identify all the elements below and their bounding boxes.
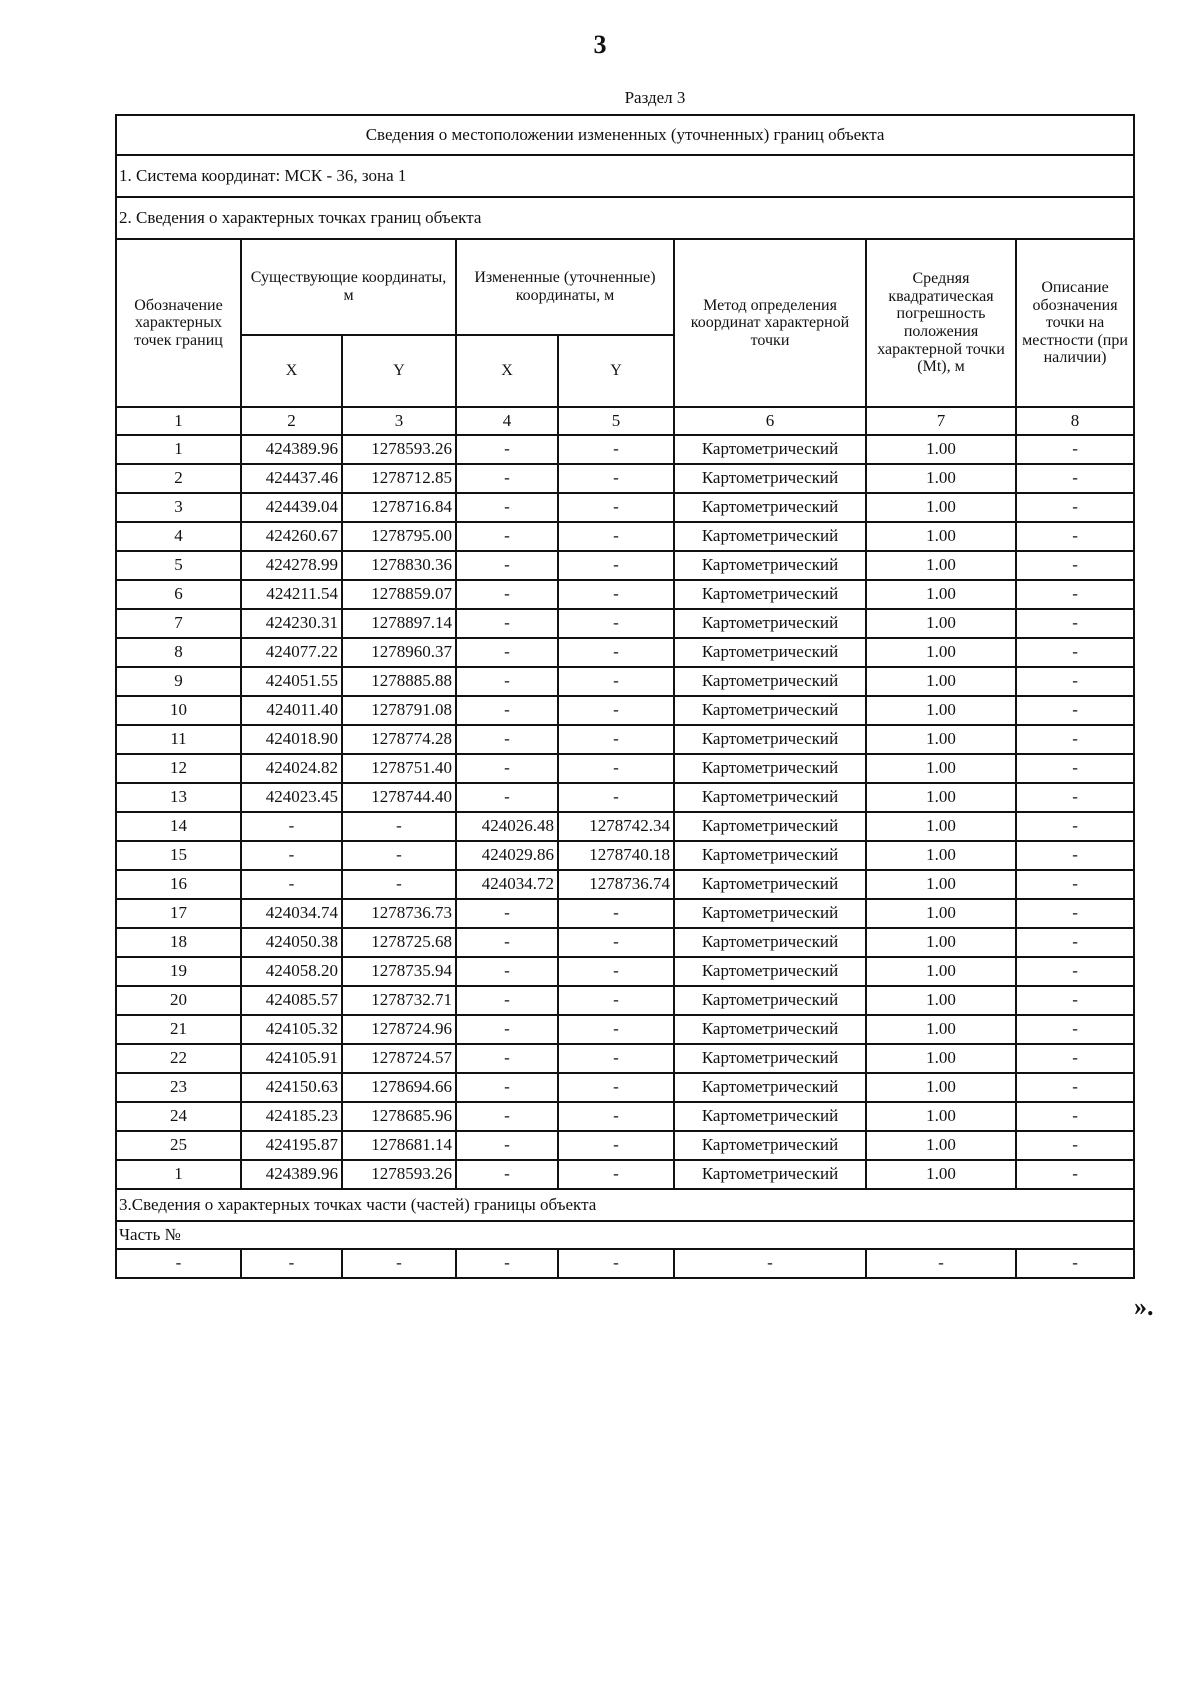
header-existing-coordinates: Существующие координаты, м — [241, 239, 456, 335]
table-cell: Картометрический — [674, 493, 866, 522]
table-row — [116, 464, 1134, 493]
table-cell: Картометрический — [674, 464, 866, 493]
table-row — [116, 1131, 1134, 1160]
table-cell: 20 — [116, 986, 241, 1015]
table-cell: Картометрический — [674, 841, 866, 870]
table-row — [116, 870, 1134, 899]
table-cell: 1278960.37 — [342, 638, 456, 667]
table-row — [116, 580, 1134, 609]
table-cell: 1.00 — [866, 493, 1016, 522]
table-cell: 1.00 — [866, 812, 1016, 841]
table-cell: 424439.04 — [241, 493, 342, 522]
table-row — [116, 812, 1134, 841]
table-cell: - — [241, 1249, 342, 1278]
table-cell: - — [1016, 609, 1134, 638]
table-cell: Картометрический — [674, 725, 866, 754]
table-cell: 1.00 — [866, 609, 1016, 638]
table-cell: - — [456, 638, 558, 667]
header-existing-y: Y — [342, 335, 456, 407]
boundary-points-table — [115, 114, 1135, 1279]
table-cell: - — [558, 522, 674, 551]
table-row — [116, 725, 1134, 754]
table-cell: - — [1016, 1249, 1134, 1278]
table-cell: - — [241, 812, 342, 841]
table-cell: Картометрический — [674, 1073, 866, 1102]
table-cell: - — [456, 580, 558, 609]
header-existing-x: X — [241, 335, 342, 407]
table-cell: 1.00 — [866, 696, 1016, 725]
table-cell: 5 — [116, 551, 241, 580]
table-cell: Картометрический — [674, 435, 866, 464]
table-cell: - — [558, 957, 674, 986]
empty-part-row — [116, 1249, 1134, 1278]
table-cell: 1278795.00 — [342, 522, 456, 551]
table-cell: - — [1016, 522, 1134, 551]
table-row — [116, 899, 1134, 928]
table-cell: - — [558, 928, 674, 957]
table-cell: 1278885.88 — [342, 667, 456, 696]
table-cell: 1.00 — [866, 551, 1016, 580]
table-cell: 424260.67 — [241, 522, 342, 551]
table-cell: 1278732.71 — [342, 986, 456, 1015]
table-cell: 1278735.94 — [342, 957, 456, 986]
table-cell: - — [1016, 928, 1134, 957]
table-cell: - — [558, 1160, 674, 1189]
table-cell: - — [456, 551, 558, 580]
table-cell: 11 — [116, 725, 241, 754]
table-cell: 424437.46 — [241, 464, 342, 493]
table-cell: Картометрический — [674, 1131, 866, 1160]
table-cell: Картометрический — [674, 1102, 866, 1131]
table-cell: 1.00 — [866, 928, 1016, 957]
table-cell: 1278593.26 — [342, 1160, 456, 1189]
table-cell: 424024.82 — [241, 754, 342, 783]
table-cell: - — [558, 1044, 674, 1073]
table-cell: 1278830.36 — [342, 551, 456, 580]
table-cell: - — [456, 1131, 558, 1160]
table-cell: - — [558, 1249, 674, 1278]
table-cell: 1.00 — [866, 899, 1016, 928]
table-cell: 424105.91 — [241, 1044, 342, 1073]
table-cell: - — [558, 667, 674, 696]
table-cell: Картометрический — [674, 609, 866, 638]
table-cell: 14 — [116, 812, 241, 841]
table-cell: 1278774.28 — [342, 725, 456, 754]
table-cell: Картометрический — [674, 1160, 866, 1189]
table-cell: Картометрический — [674, 783, 866, 812]
table-cell: - — [456, 1044, 558, 1073]
table-cell: 1.00 — [866, 1015, 1016, 1044]
table-cell: Картометрический — [674, 696, 866, 725]
table-cell: 12 — [116, 754, 241, 783]
table-cell: 1.00 — [866, 870, 1016, 899]
table-cell: 424389.96 — [241, 1160, 342, 1189]
table-cell: - — [1016, 1160, 1134, 1189]
table-cell: - — [1016, 435, 1134, 464]
table-cell: - — [1016, 1131, 1134, 1160]
table-cell: - — [558, 783, 674, 812]
table-cell: - — [456, 1073, 558, 1102]
section-label: Раздел 3 — [624, 88, 686, 107]
table-cell: 22 — [116, 1044, 241, 1073]
table-row — [116, 435, 1134, 464]
table-cell: 424029.86 — [456, 841, 558, 870]
table-cell: Картометрический — [674, 986, 866, 1015]
table-cell: - — [1016, 957, 1134, 986]
closing-mark: ». — [1134, 1292, 1154, 1321]
table-cell: 1.00 — [866, 435, 1016, 464]
table-row — [116, 1015, 1134, 1044]
table-cell: - — [558, 754, 674, 783]
table-row — [116, 551, 1134, 580]
table-cell: 1278791.08 — [342, 696, 456, 725]
table-cell: - — [342, 841, 456, 870]
table-row — [116, 986, 1134, 1015]
table-cell: 1.00 — [866, 725, 1016, 754]
table-cell: - — [558, 696, 674, 725]
table-cell: - — [456, 1249, 558, 1278]
table-cell: Картометрический — [674, 667, 866, 696]
table-cell: - — [1016, 667, 1134, 696]
table-cell: 1278716.84 — [342, 493, 456, 522]
table-cell: - — [342, 870, 456, 899]
table-row — [116, 638, 1134, 667]
table-cell: - — [1016, 1102, 1134, 1131]
table-cell: - — [1016, 986, 1134, 1015]
table-cell: 25 — [116, 1131, 241, 1160]
table-cell: - — [558, 551, 674, 580]
table-cell: 424389.96 — [241, 435, 342, 464]
table-cell: 1.00 — [866, 580, 1016, 609]
table-cell: - — [456, 464, 558, 493]
table-cell: - — [1016, 464, 1134, 493]
table-cell: Картометрический — [674, 551, 866, 580]
table-cell: 1278694.66 — [342, 1073, 456, 1102]
table-cell: 424077.22 — [241, 638, 342, 667]
table-cell: 1278859.07 — [342, 580, 456, 609]
table-cell: - — [456, 725, 558, 754]
table-cell: - — [456, 986, 558, 1015]
table-row — [116, 1044, 1134, 1073]
table-cell: 1278897.14 — [342, 609, 456, 638]
table-cell: 424230.31 — [241, 609, 342, 638]
table-cell: - — [1016, 638, 1134, 667]
table-cell: Картометрический — [674, 928, 866, 957]
column-number-row — [116, 407, 1134, 435]
table-cell: - — [1016, 841, 1134, 870]
header-description: Описание обозначения точки на местности (при наличии) — [1016, 239, 1134, 407]
table-cell: - — [674, 1249, 866, 1278]
table-cell: 1278724.96 — [342, 1015, 456, 1044]
table-cell: 424185.23 — [241, 1102, 342, 1131]
table-cell: 9 — [116, 667, 241, 696]
table-cell: 424105.32 — [241, 1015, 342, 1044]
table-cell: - — [456, 435, 558, 464]
table-cell: 1.00 — [866, 754, 1016, 783]
table-cell: 23 — [116, 1073, 241, 1102]
table-cell: 7 — [116, 609, 241, 638]
table-cell: 1.00 — [866, 841, 1016, 870]
table-row — [116, 783, 1134, 812]
table-cell: - — [1016, 696, 1134, 725]
coordinate-system: 1. Система координат: МСК - 36, зона 1 — [116, 155, 1134, 197]
table-cell: - — [558, 725, 674, 754]
table-row — [116, 696, 1134, 725]
table-cell: 8 — [116, 638, 241, 667]
column-number: 4 — [456, 407, 558, 435]
table-cell: 1278725.68 — [342, 928, 456, 957]
table-cell: - — [456, 1160, 558, 1189]
header-changed-coordinates: Измененные (уточненные) координаты, м — [456, 239, 674, 335]
table-cell: - — [558, 1102, 674, 1131]
table-cell: 424150.63 — [241, 1073, 342, 1102]
table-cell: 424026.48 — [456, 812, 558, 841]
table-cell: 2 — [116, 464, 241, 493]
table-cell: Картометрический — [674, 1044, 866, 1073]
table-cell: - — [241, 870, 342, 899]
table-cell: - — [1016, 1073, 1134, 1102]
table-cell: Картометрический — [674, 638, 866, 667]
table-cell: - — [456, 754, 558, 783]
table-cell: 1.00 — [866, 783, 1016, 812]
table-cell: 24 — [116, 1102, 241, 1131]
table-cell: - — [1016, 580, 1134, 609]
table-cell: - — [1016, 754, 1134, 783]
table-cell: 1278751.40 — [342, 754, 456, 783]
table-cell: 424034.74 — [241, 899, 342, 928]
table-cell: 424195.87 — [241, 1131, 342, 1160]
table-row — [116, 841, 1134, 870]
table-row — [116, 493, 1134, 522]
table-cell: 424050.38 — [241, 928, 342, 957]
table-cell: 1.00 — [866, 464, 1016, 493]
column-number: 6 — [674, 407, 866, 435]
table-cell: 424085.57 — [241, 986, 342, 1015]
table-cell: 17 — [116, 899, 241, 928]
table-cell: Картометрический — [674, 870, 866, 899]
table-cell: - — [342, 812, 456, 841]
table-row — [116, 609, 1134, 638]
table-cell: 1278736.74 — [558, 870, 674, 899]
table-cell: - — [241, 841, 342, 870]
table-cell: - — [1016, 493, 1134, 522]
table-cell: 1.00 — [866, 1073, 1016, 1102]
table-cell: - — [456, 899, 558, 928]
table-cell: Картометрический — [674, 754, 866, 783]
table-cell: - — [456, 1102, 558, 1131]
table-row — [116, 957, 1134, 986]
table-cell: 424051.55 — [241, 667, 342, 696]
table-cell: 13 — [116, 783, 241, 812]
table-cell: Картометрический — [674, 1015, 866, 1044]
table-cell: - — [116, 1249, 241, 1278]
table-cell: 1.00 — [866, 1131, 1016, 1160]
table-row — [116, 1102, 1134, 1131]
table-cell: - — [456, 928, 558, 957]
header-changed-y: Y — [558, 335, 674, 407]
header-changed-x: X — [456, 335, 558, 407]
table-row — [116, 1160, 1134, 1189]
table-cell: 424023.45 — [241, 783, 342, 812]
table-cell: 1278736.73 — [342, 899, 456, 928]
table-cell: - — [558, 1131, 674, 1160]
table-cell: Картометрический — [674, 580, 866, 609]
table-cell: 1.00 — [866, 957, 1016, 986]
table-cell: - — [456, 957, 558, 986]
table-cell: 1278744.40 — [342, 783, 456, 812]
table-row — [116, 522, 1134, 551]
table-cell: - — [342, 1249, 456, 1278]
column-number: 2 — [241, 407, 342, 435]
column-number: 1 — [116, 407, 241, 435]
table-cell: 1278724.57 — [342, 1044, 456, 1073]
table-cell: 1.00 — [866, 1160, 1016, 1189]
table-cell: 1 — [116, 1160, 241, 1189]
table-cell: - — [1016, 812, 1134, 841]
table-cell: Картометрический — [674, 957, 866, 986]
table-cell: - — [558, 638, 674, 667]
table-cell: 424018.90 — [241, 725, 342, 754]
table-cell: Картометрический — [674, 812, 866, 841]
page-number: 3 — [593, 30, 607, 59]
table-cell: Картометрический — [674, 899, 866, 928]
table-cell: 1 — [116, 435, 241, 464]
table-cell: - — [1016, 783, 1134, 812]
table-cell: - — [558, 493, 674, 522]
table-cell: - — [558, 986, 674, 1015]
table-row — [116, 754, 1134, 783]
table-cell: 1.00 — [866, 638, 1016, 667]
table-row — [116, 667, 1134, 696]
table-cell: - — [456, 493, 558, 522]
table-cell: - — [1016, 1015, 1134, 1044]
table-cell: - — [558, 1015, 674, 1044]
table-cell: 424058.20 — [241, 957, 342, 986]
table-cell: - — [558, 609, 674, 638]
table-title: Сведения о местоположении измененных (уточненных) границ объекта — [116, 115, 1134, 155]
table-cell: - — [1016, 551, 1134, 580]
table-cell: - — [1016, 725, 1134, 754]
column-number: 5 — [558, 407, 674, 435]
table-cell: - — [558, 435, 674, 464]
table-cell: 1.00 — [866, 522, 1016, 551]
table-cell: 6 — [116, 580, 241, 609]
table-cell: 1278593.26 — [342, 435, 456, 464]
table-cell: - — [558, 464, 674, 493]
table-cell: 3 — [116, 493, 241, 522]
table-cell: 18 — [116, 928, 241, 957]
table-cell: - — [558, 1073, 674, 1102]
table-row — [116, 928, 1134, 957]
table-cell: 1278681.14 — [342, 1131, 456, 1160]
points-heading: 2. Сведения о характерных точках границ объекта — [116, 197, 1134, 239]
table-cell: 4 — [116, 522, 241, 551]
table-cell: 1278742.34 — [558, 812, 674, 841]
table-cell: 424011.40 — [241, 696, 342, 725]
table-cell: 424034.72 — [456, 870, 558, 899]
table-cell: 1278740.18 — [558, 841, 674, 870]
table-cell: 1278685.96 — [342, 1102, 456, 1131]
table-cell: - — [866, 1249, 1016, 1278]
column-number: 7 — [866, 407, 1016, 435]
table-cell: 19 — [116, 957, 241, 986]
column-number: 3 — [342, 407, 456, 435]
table-cell: Картометрический — [674, 522, 866, 551]
table-cell: 1278712.85 — [342, 464, 456, 493]
header-designation: Обозначение характерных точек границ — [116, 239, 241, 407]
table-cell: 16 — [116, 870, 241, 899]
table-cell: - — [558, 580, 674, 609]
table-cell: - — [456, 696, 558, 725]
table-cell: 424211.54 — [241, 580, 342, 609]
table-cell: - — [1016, 870, 1134, 899]
table-cell: 1.00 — [866, 1102, 1016, 1131]
table-cell: 1.00 — [866, 1044, 1016, 1073]
header-mean-error: Средняя квадратическая погрешность положения характерной точки (Mt), м — [866, 239, 1016, 407]
table-cell: - — [558, 899, 674, 928]
table-cell: - — [1016, 899, 1134, 928]
header-method: Метод определения координат характерной точки — [674, 239, 866, 407]
table-cell: 10 — [116, 696, 241, 725]
table-cell: 1.00 — [866, 986, 1016, 1015]
table-cell: 15 — [116, 841, 241, 870]
table-cell: - — [456, 609, 558, 638]
table-cell: - — [456, 1015, 558, 1044]
parts-heading: 3.Сведения о характерных точках части (частей) границы объекта — [116, 1189, 1134, 1221]
table-cell: - — [456, 667, 558, 696]
table-row — [116, 1073, 1134, 1102]
table-cell: - — [456, 522, 558, 551]
table-cell: 1.00 — [866, 667, 1016, 696]
table-cell: 424278.99 — [241, 551, 342, 580]
table-cell: 21 — [116, 1015, 241, 1044]
table-cell: - — [456, 783, 558, 812]
table-cell: - — [1016, 1044, 1134, 1073]
part-number-label: Часть № — [116, 1221, 1134, 1249]
column-number: 8 — [1016, 407, 1134, 435]
